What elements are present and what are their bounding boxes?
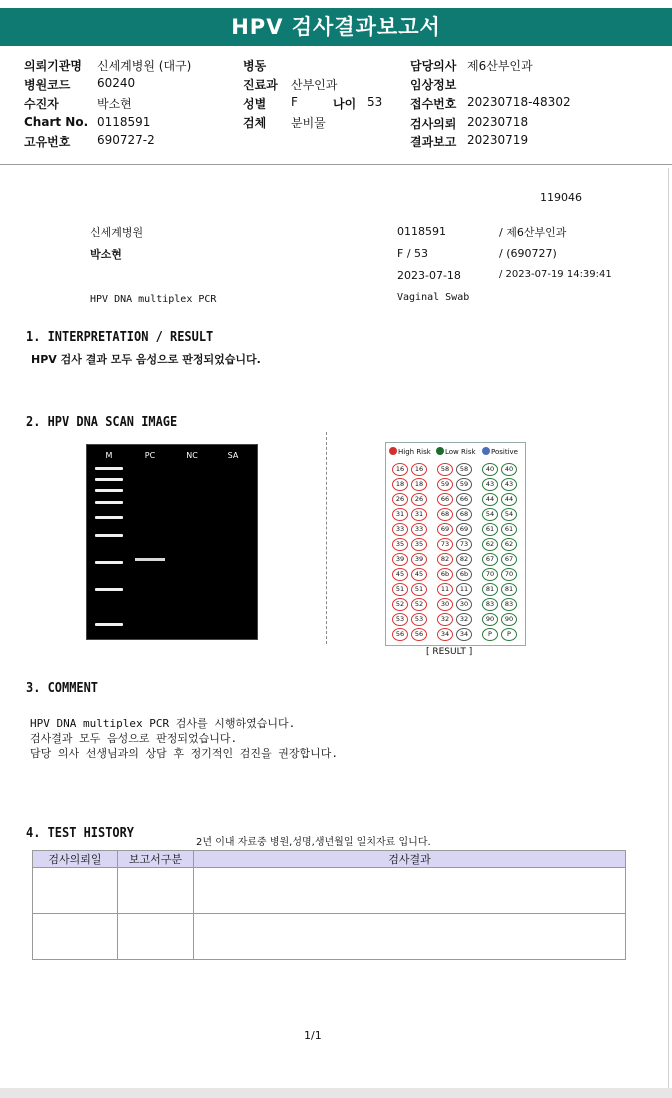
hpv-type-cell: 32: [456, 613, 472, 626]
value-chart-no: 0118591: [97, 115, 151, 129]
hpv-type-cell: 6b: [456, 568, 472, 581]
hpv-type-cell: 6b: [437, 568, 453, 581]
doc-chart: 0118591: [397, 225, 446, 238]
history-note: 2년 이내 자료중 병원,성명,생년월일 일치자료 입니다.: [196, 837, 431, 848]
hpv-type-cell: 90: [482, 613, 498, 626]
hpv-type-cell: 61: [482, 523, 498, 536]
hpv-type-cell: 73: [456, 538, 472, 551]
table-cell: [118, 868, 194, 914]
history-col-request-date: 검사의뢰일: [33, 851, 118, 868]
section-history-title: 4. TEST HISTORY: [26, 826, 135, 841]
table-cell: [33, 914, 118, 960]
positive-dot-icon: [482, 447, 490, 455]
hpv-type-cell: 44: [501, 493, 517, 506]
hpv-type-cell: 81: [501, 583, 517, 596]
hpv-type-cell: 51: [392, 583, 408, 596]
label-department: 진료과: [243, 78, 278, 92]
label-specimen: 검체: [243, 116, 267, 130]
hpv-type-cell: 30: [456, 598, 472, 611]
value-patient: 박소현: [97, 97, 132, 111]
hpv-type-cell: 81: [482, 583, 498, 596]
gel-lane-sa: SA: [227, 451, 239, 460]
hpv-type-cell: 30: [437, 598, 453, 611]
hpv-type-cell: 59: [456, 478, 472, 491]
ladder-band: [95, 501, 123, 504]
hpv-type-cell: 58: [437, 463, 453, 476]
gel-lane-pc: PC: [144, 451, 156, 460]
comment-line-3: 담당 의사 선생님과의 상담 후 정기적인 검진을 권장합니다.: [30, 747, 339, 760]
hpv-type-cell: 34: [456, 628, 472, 641]
hpv-type-cell: 43: [482, 478, 498, 491]
report-id: 119046: [540, 191, 582, 204]
hpv-type-cell: 53: [411, 613, 427, 626]
hpv-type-cell: 66: [437, 493, 453, 506]
hpv-type-cell: 70: [482, 568, 498, 581]
doc-sex-age: F / 53: [397, 247, 429, 260]
table-cell: [194, 868, 626, 914]
hpv-type-cell: 16: [392, 463, 408, 476]
label-sex: 성별: [243, 97, 267, 111]
value-unique-id: 690727-2: [97, 133, 155, 147]
hpv-type-cell: 69: [456, 523, 472, 536]
low-risk-dot-icon: [436, 447, 444, 455]
hpv-type-cell: 82: [437, 553, 453, 566]
label-report-date: 결과보고: [410, 135, 457, 149]
doc-report-datetime: / 2023-07-19 14:39:41: [499, 269, 612, 280]
hpv-type-cell: 58: [456, 463, 472, 476]
hpv-type-cell: 39: [392, 553, 408, 566]
pc-band: [135, 558, 165, 561]
gel-lane-m: M: [105, 451, 113, 460]
hpv-type-cell: 40: [501, 463, 517, 476]
table-row: [33, 868, 626, 914]
hpv-type-cell: 26: [411, 493, 427, 506]
ladder-band: [95, 534, 123, 537]
hpv-type-cell: 54: [482, 508, 498, 521]
high-risk-dot-icon: [389, 447, 397, 455]
label-hospital-code: 병원코드: [24, 78, 71, 92]
table-cell: [118, 914, 194, 960]
report-title: HPV 검사결과보고서: [231, 15, 441, 39]
table-row: [33, 914, 626, 960]
gel-image: [86, 444, 258, 640]
hpv-type-cell: 31: [392, 508, 408, 521]
value-department: 산부인과: [291, 78, 338, 92]
section-interpretation-title: 1. INTERPRETATION / RESULT: [26, 330, 214, 345]
doc-patient: 박소현: [90, 248, 122, 261]
legend-high-risk: High Risk: [389, 447, 431, 456]
history-header-row: [33, 851, 626, 868]
label-chart-no: Chart No.: [24, 115, 89, 129]
hpv-type-cell: 83: [482, 598, 498, 611]
hpv-type-cell: 33: [392, 523, 408, 536]
doc-test-name: HPV DNA multiplex PCR: [90, 294, 217, 305]
label-receipt-no: 접수번호: [410, 97, 457, 111]
value-receipt-no: 20230718-48302: [467, 95, 571, 109]
hpv-type-cell: 62: [501, 538, 517, 551]
hpv-type-cell: 18: [411, 478, 427, 491]
ladder-band: [95, 489, 123, 492]
doc-id-paren: / (690727): [499, 247, 557, 260]
section-comment-title: 3. COMMENT: [26, 681, 99, 696]
label-patient: 수진자: [24, 97, 59, 111]
table-cell: [33, 868, 118, 914]
hpv-type-cell: 11: [456, 583, 472, 596]
hpv-type-cell: 35: [392, 538, 408, 551]
value-sex: F: [291, 95, 298, 109]
label-doctor: 담당의사: [410, 59, 457, 73]
hpv-type-cell: 82: [456, 553, 472, 566]
ladder-band: [95, 516, 123, 519]
label-age: 나이: [333, 97, 357, 111]
hpv-type-cell: P: [482, 628, 498, 641]
hpv-type-cell: 54: [501, 508, 517, 521]
hpv-type-cell: 52: [411, 598, 427, 611]
hpv-type-cell: 59: [437, 478, 453, 491]
doc-request-date: 2023-07-18: [397, 269, 461, 282]
value-requester: 신세계병원 (대구): [97, 59, 192, 73]
gel-lane-nc: NC: [186, 451, 198, 460]
hpv-type-cell: 73: [437, 538, 453, 551]
hpv-type-cell: 26: [392, 493, 408, 506]
history-table: [32, 850, 626, 960]
hpv-type-cell: 90: [501, 613, 517, 626]
hpv-type-cell: 33: [411, 523, 427, 536]
history-col-result: 검사결과: [194, 851, 626, 868]
hpv-type-cell: 39: [411, 553, 427, 566]
interpretation-text: HPV 검사 결과 모두 음성으로 판정되었습니다.: [31, 353, 261, 366]
section-scan-title: 2. HPV DNA SCAN IMAGE: [26, 415, 178, 430]
doc-hospital: 신세계병원: [90, 226, 144, 239]
value-request-date: 20230718: [467, 115, 529, 129]
hpv-type-cell: 53: [392, 613, 408, 626]
doc-specimen: Vaginal Swab: [397, 292, 470, 303]
table-cell: [194, 914, 626, 960]
scan-divider: [326, 432, 327, 644]
hpv-type-cell: 11: [437, 583, 453, 596]
hpv-type-cell: P: [501, 628, 517, 641]
value-hospital-code: 60240: [97, 76, 136, 90]
ladder-band: [95, 623, 123, 626]
hpv-type-cell: 69: [437, 523, 453, 536]
hpv-type-cell: 61: [501, 523, 517, 536]
hpv-type-cell: 67: [482, 553, 498, 566]
ladder-band: [95, 467, 123, 470]
comment-line-1: HPV DNA multiplex PCR 검사를 시행하였습니다.: [30, 717, 296, 730]
hpv-type-cell: 35: [411, 538, 427, 551]
hpv-type-cell: 44: [482, 493, 498, 506]
hpv-type-cell: 31: [411, 508, 427, 521]
history-col-report-type: 보고서구분: [118, 851, 194, 868]
hpv-type-cell: 45: [392, 568, 408, 581]
page-bottom-edge: [0, 1088, 672, 1098]
hpv-type-cell: 68: [437, 508, 453, 521]
label-clinical-info: 임상정보: [410, 78, 457, 92]
doc-doctor: / 제6산부인과: [499, 226, 567, 239]
hpv-type-cell: 70: [501, 568, 517, 581]
hpv-type-cell: 16: [411, 463, 427, 476]
hpv-type-cell: 34: [437, 628, 453, 641]
comment-line-2: 검사결과 모두 음성으로 판정되었습니다.: [30, 732, 238, 745]
header-divider: [0, 164, 672, 165]
hpv-type-cell: 32: [437, 613, 453, 626]
result-caption: [ RESULT ]: [426, 647, 473, 657]
value-specimen: 분비물: [291, 116, 326, 130]
label-unique-id: 고유번호: [24, 135, 71, 149]
hpv-type-cell: 83: [501, 598, 517, 611]
legend-low-risk: Low Risk: [436, 447, 476, 456]
result-panel: [385, 442, 526, 646]
hpv-type-cell: 67: [501, 553, 517, 566]
hpv-type-cell: 66: [456, 493, 472, 506]
ladder-band: [95, 588, 123, 591]
page-number: 1/1: [304, 1029, 322, 1042]
value-age: 53: [367, 95, 383, 109]
hpv-type-cell: 51: [411, 583, 427, 596]
hpv-type-cell: 18: [392, 478, 408, 491]
legend-positive: Positive: [482, 447, 518, 456]
value-doctor: 제6산부인과: [467, 59, 533, 73]
hpv-type-cell: 45: [411, 568, 427, 581]
hpv-type-cell: 56: [411, 628, 427, 641]
label-requester: 의뢰기관명: [24, 59, 82, 73]
label-request-date: 검사의뢰: [410, 117, 457, 131]
hpv-type-cell: 40: [482, 463, 498, 476]
ladder-band: [95, 561, 123, 564]
hpv-type-cell: 56: [392, 628, 408, 641]
ladder-band: [95, 478, 123, 481]
hpv-type-cell: 52: [392, 598, 408, 611]
value-report-date: 20230719: [467, 133, 529, 147]
hpv-type-cell: 68: [456, 508, 472, 521]
hpv-type-cell: 43: [501, 478, 517, 491]
label-ward: 병동: [243, 59, 267, 73]
hpv-type-cell: 62: [482, 538, 498, 551]
